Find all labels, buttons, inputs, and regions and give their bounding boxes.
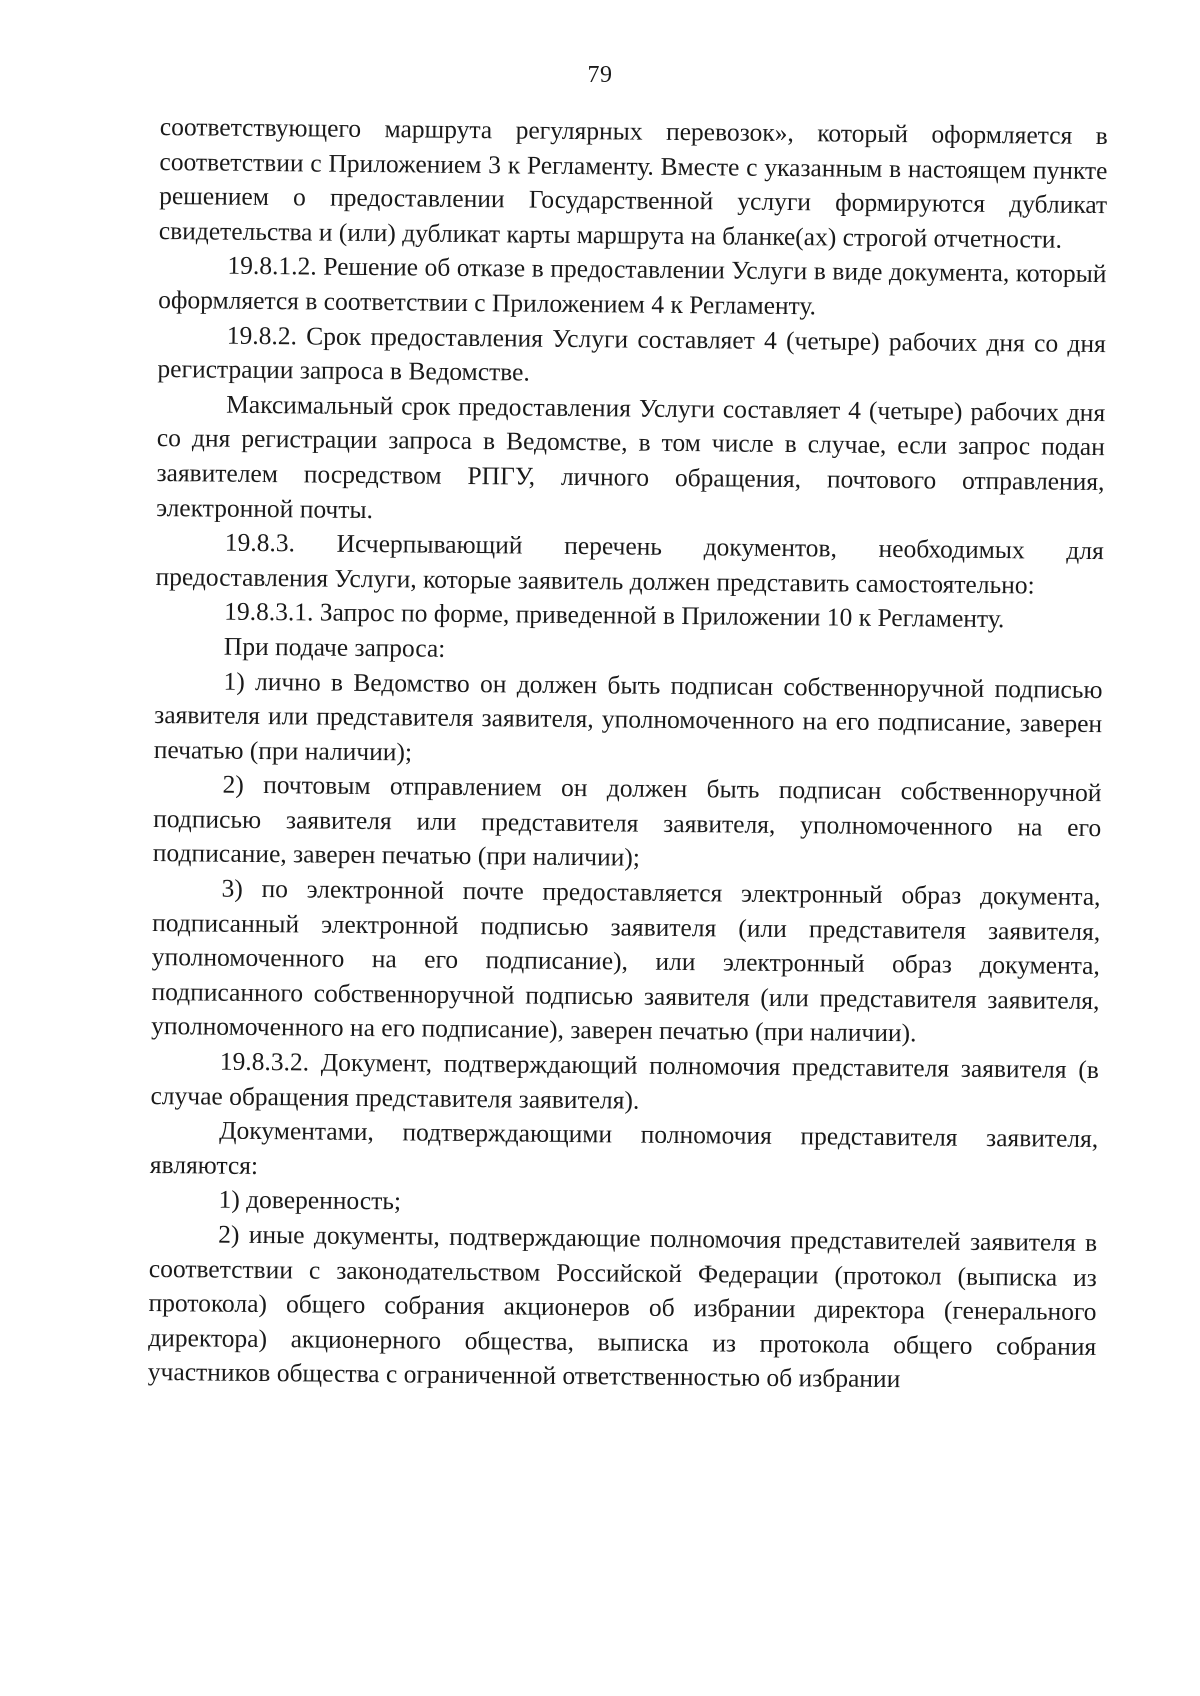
paragraph-19-8-2: 19.8.2. Срок предоставления Услуги составляет 4 (четыре) рабочих дня со дня регистрации запроса в Ведомстве. (157, 320, 1106, 387)
list-item-by-post: 2) почтовым отправлением он должен быть подписан собственноручной подписью заявителя или представителя заявителя, уполномоченного на его подписание, заверен печатью (при наличии); (152, 769, 1102, 873)
list-item-power-of-attorney: 1) доверенность; (218, 1185, 402, 1216)
paragraph-19-8-1-2: 19.8.1.2. Решение об отказе в предоставлении Услуги в виде документа, который оформляется в соответствии с Приложением 4 к Регламенту. (158, 251, 1107, 321)
paragraph-19-8-3-1: 19.8.3.1. Запрос по форме, приведенной в Приложении 10 к Регламенту. (224, 596, 1005, 634)
paragraph-authority-documents: Документами, подтверждающими полномочия представителя заявителя, являются: (149, 1115, 1099, 1180)
page-number: 79 (587, 62, 613, 88)
paragraph-max-term: Максимальный срок предоставления Услуги составляет 4 (четыре) рабочих дня со дня регистрации запроса в Ведомстве, в том числе в случае, если запрос подан заявителем посредством РПГУ, личного обращения, почтового отправления, электронной почты. (156, 389, 1106, 524)
list-item-in-person: 1) лично в Ведомство он должен быть подписан собственноручной подписью заявителя или представителя заявителя, уполномоченного на его подписание, заверен печатью (при наличии); (153, 666, 1103, 767)
paragraph-19-8-3: 19.8.3. Исчерпывающий перечень документов, необходимых для предоставления Услуги, которые заявитель должен представить самостоятельно: (155, 527, 1104, 600)
list-item-by-email: 3) по электронной почте предоставляется электронный образ документа, подписанный электронной подписью заявителя (или представителя заявителя, уполномоченного на его подписание), или электронный образ документа, подписанного собственноручной подписью заявителя (или представителя заявителя, уполномоченного на его подписание), заверен печатью (при наличии). (151, 873, 1101, 1048)
list-item-other-documents: 2) иные документы, подтверждающие полномочия представителей заявителя в соответствии с законодательством Российской Федерации (протокол (выписка из протокола) общего собрания акционеров об избрании директора (генерального директора) акционерного общества, выписка из протокола общего собрания участников общества с ограниченной ответственностью об избрании (147, 1219, 1098, 1394)
paragraph-route-continuation: соответствующего маршрута регулярных перевозок», который оформляется в соответствии с Приложением 3 к Регламенту. Вместе с указанным в настоящем пункте решением о предоставлении Государственной услуги формируются дубликат свидетельства и (или) дубликат карты маршрута на бланке(ах) строгой отчетности. (158, 111, 1108, 254)
document-body (148, 110, 1108, 1399)
paragraph-on-submission: При подаче запроса: (223, 631, 446, 663)
paragraph-19-8-3-2: 19.8.3.2. Документ, подтверждающий полномочия представителя заявителя (в случае обращения представителя заявителя). (150, 1046, 1099, 1115)
